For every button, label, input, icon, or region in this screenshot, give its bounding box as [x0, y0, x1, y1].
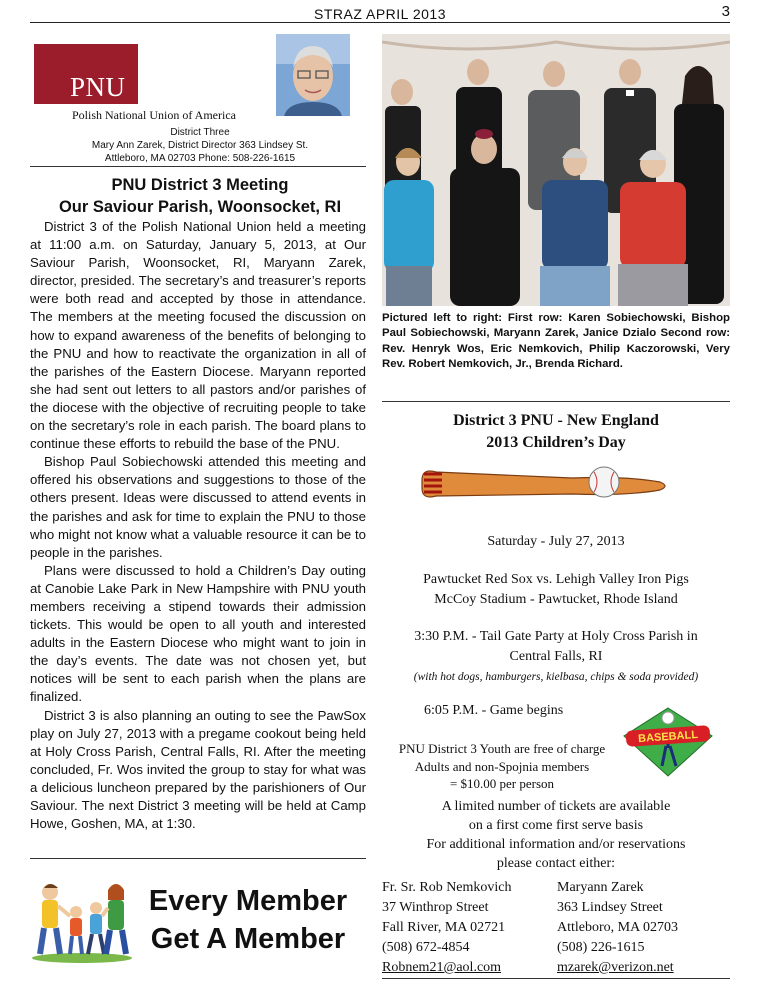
article-paragraph: District 3 of the Polish National Union held a meeting at 11:00 a.m. on Saturday, January 5, 2013, at Our Saviour Parish, Woonsocket, RI, Maryann Zarek, director, presided. The secretary’s and treasurer’s reports were both read and accepted by those in attendance. The members at the meeting focused the discussion on how to expand awareness of the benefits of belonging to the PNU and how to reactivate the organization in all of the parishes of the Eastern Diocese. Maryann reported she had sent out letters to all pastors and/or parishes of the diocese with the objective of recruiting people to take on the secretary’s role in each parish. The board plans to continue these efforts to rebuild the base of the PNU. [30, 219, 366, 452]
party-note: (with hot dogs, hamburgers, kielbasa, chips & soda provided) [413, 671, 699, 683]
pnu-logo [34, 44, 138, 104]
page-number: 3 [721, 3, 730, 20]
contact-street: 363 Lindsey Street [557, 900, 663, 915]
contact-phone: (508) 672-4854 [382, 940, 470, 955]
section-rule [382, 401, 730, 402]
contact-city: Fall River, MA 02721 [382, 920, 506, 935]
section-rule [30, 166, 366, 167]
article-paragraph: Plans were discussed to hold a Children’s Day outing at Canobie Lake Park in New Hampshire with PNU youth members receiving a stipend towards their admission tickets. This would be open to all youth and interested adults in the Eastern Diocese who might want to join in the day’s events. The date was not chosen yet, but notices will be sent to each parish when the plans are finalized. [30, 562, 366, 705]
promo-slogan [142, 882, 354, 958]
article-body [30, 218, 366, 833]
org-name: Polish National Union of America [72, 108, 236, 122]
article-paragraph: District 3 is also planning an outing to see the PawSox play on July 27, 2013 with a pregame cookout being held at Holy Cross Parish, Central Falls, RI. After the meeting concluded, Fr. Wos invited the group to stay for what was a delicious luncheon prepared by the parishioners of Our Saviour. The next District 3 meeting will be held at Camp Howe, Goshen, MA, at 1:30. [30, 707, 366, 832]
party-line2: Central Falls, RI [509, 649, 603, 664]
director-line: Mary Ann Zarek, District Director 363 Lindsey St. [91, 140, 309, 151]
promo-line1: Every Member [148, 885, 348, 917]
section-rule [382, 978, 730, 979]
tickets-line2: on a first come first serve basis [468, 818, 644, 833]
tickets-line3: For additional information and/or reservations [426, 837, 686, 852]
game-line2: McCoy Stadium - Pawtucket, Rhode Island [434, 592, 678, 607]
photo-caption: Pictured left to right: First row: Karen Sobiechowski, Bishop Paul Sobiechowski, Maryann Zarek, Janice Dzialo Second row: Rev. Henryk Wos, Eric Nemkovich, Philip Kaczorowski, Very Rev. Robert Nemkovich, Jr., Brenda Richard. [382, 312, 730, 370]
baseball-logo-text: BASEBALL [637, 728, 699, 746]
price-line2: Adults and non-Spojnia members [414, 758, 590, 774]
article-title [30, 174, 370, 218]
group-photo [382, 34, 730, 306]
header-rule [30, 22, 730, 23]
contact-card [557, 878, 678, 978]
event-date: Saturday - July 27, 2013 [487, 534, 625, 549]
masthead: STRAZ APRIL 2013 [314, 6, 446, 22]
contact-name: Maryann Zarek [557, 880, 644, 895]
family-walking-icon [30, 878, 134, 964]
pnu-logo-text: PNU [70, 72, 126, 102]
address-line: Attleboro, MA 02703 Phone: 508-226-1615 [104, 153, 296, 164]
game-line1: Pawtucket Red Sox vs. Lehigh Valley Iron Pigs [423, 572, 689, 587]
party-line1: 3:30 P.M. - Tail Gate Party at Holy Cross Parish in [414, 629, 698, 644]
contact-street: 37 Winthrop Street [382, 900, 489, 915]
childrens-day-title [382, 410, 730, 454]
party-info [382, 627, 730, 687]
article-title-line1: PNU District 3 Meeting [111, 176, 289, 194]
contact-email-link[interactable]: mzarek@verizon.net [557, 960, 674, 975]
childrens-day-title-line2: 2013 Children’s Day [486, 434, 626, 451]
section-rule [30, 858, 366, 859]
price-line1: PNU District 3 Youth are free of charge [398, 741, 606, 756]
contact-email-link[interactable]: Robnem21@aol.com [382, 960, 502, 975]
district-label: District Three [170, 127, 230, 138]
director-portrait [276, 34, 350, 116]
contact-phone: (508) 226-1615 [557, 940, 645, 955]
childrens-day-title-line1: District 3 PNU - New England [453, 412, 659, 429]
tickets-line4: please contact either: [496, 856, 616, 871]
price-info [382, 740, 622, 793]
game-info [382, 570, 730, 610]
baseball-logo-icon [622, 706, 714, 778]
article-title-line2: Our Saviour Parish, Woonsocket, RI [58, 198, 342, 216]
contact-city: Attleboro, MA 02703 [557, 920, 678, 935]
article-paragraph: Bishop Paul Sobiechowski attended this meeting and offered his observations and suggestions to those of the others present. Ideas were discussed to attend events in the parishes and ask for time to explain the PNU to those who might not know what a valuable resource it can be to people in the parishes. [30, 454, 366, 560]
baseball-bat-icon [412, 458, 692, 506]
game-time: 6:05 P.M. - Game begins [424, 703, 564, 718]
contact-card [382, 878, 512, 978]
tickets-info [382, 797, 730, 873]
district-address [40, 126, 360, 165]
tickets-line1: A limited number of tickets are available [441, 799, 671, 814]
promo-line2: Get A Member [150, 923, 346, 955]
contact-name: Fr. Sr. Rob Nemkovich [382, 880, 512, 895]
price-line3: = $10.00 per person [449, 776, 555, 791]
